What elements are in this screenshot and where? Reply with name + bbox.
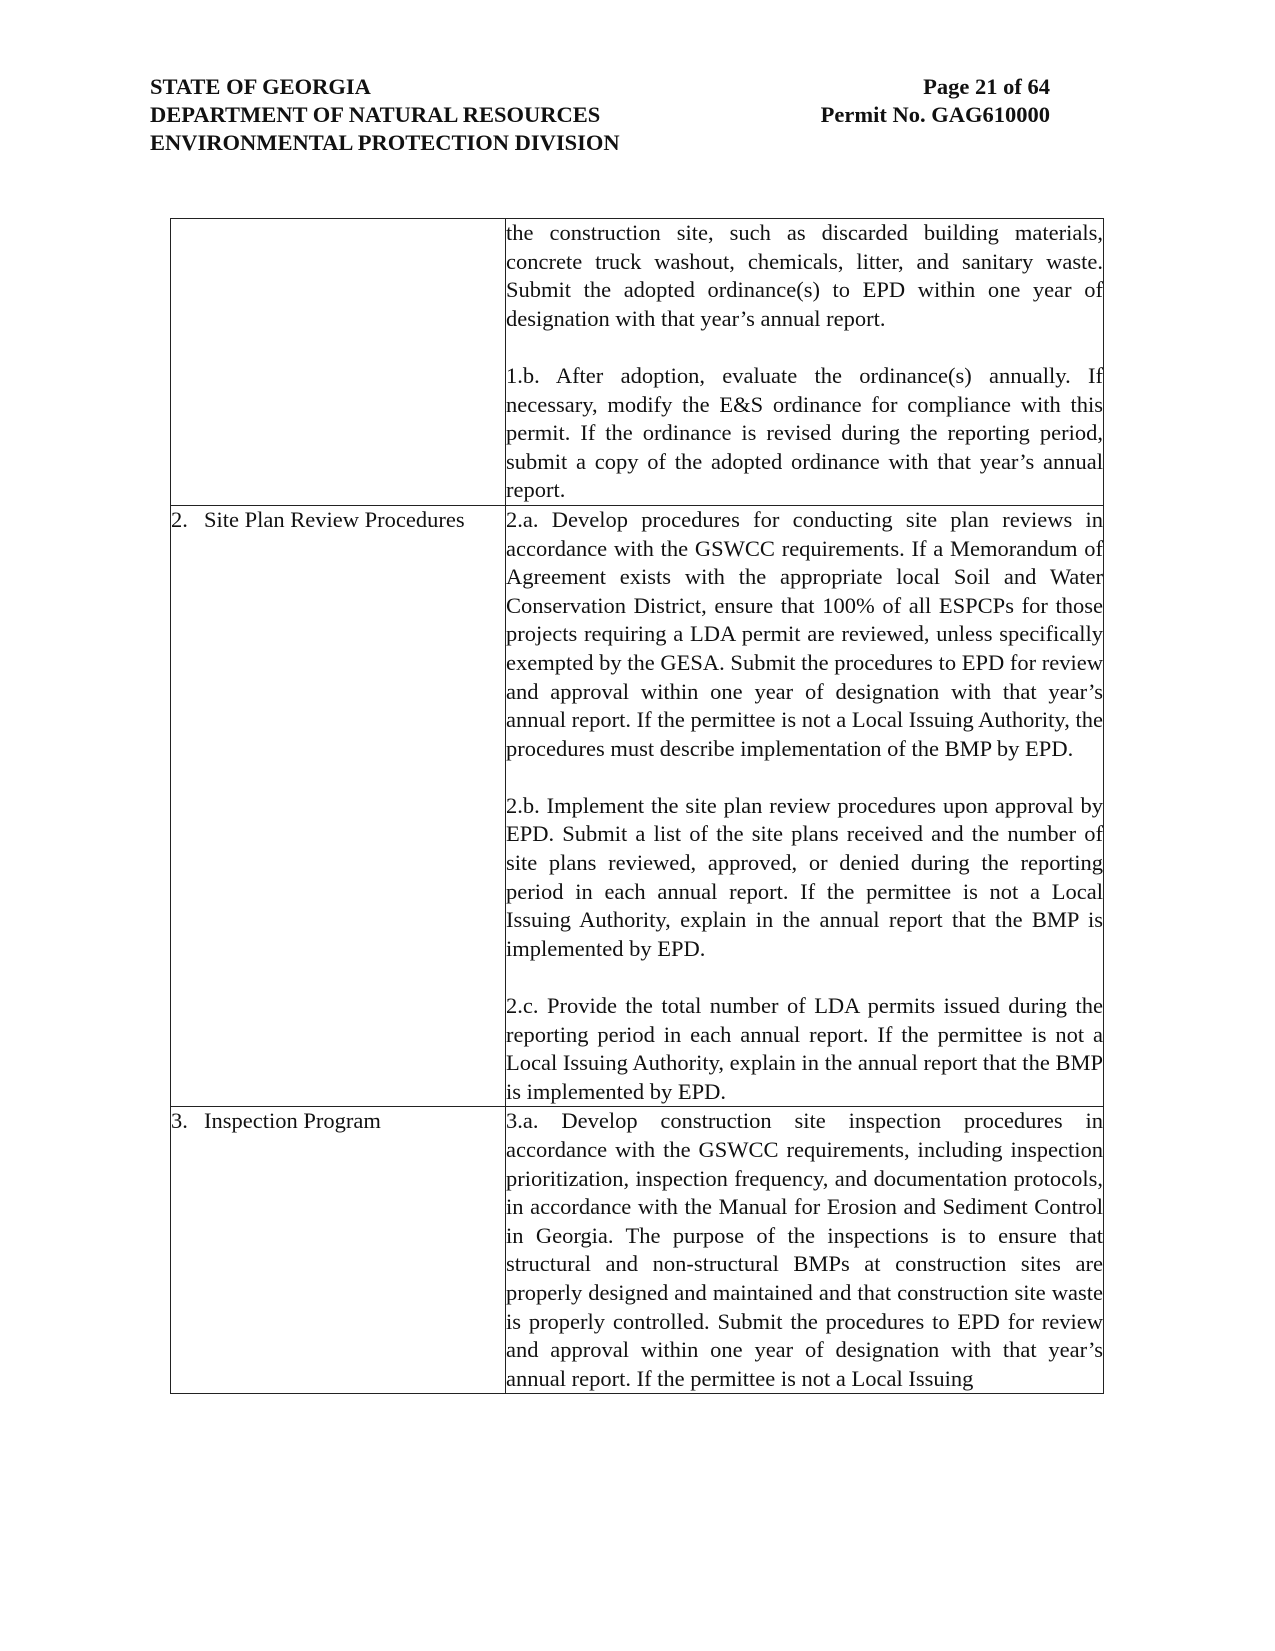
bmp-number: 3. <box>171 1108 188 1134</box>
table-row <box>171 505 1104 1106</box>
description-paragraph: 3.a. Develop construction site inspection procedures in accordance with the GSWCC requirements, including inspection prioritization, inspection frequency, and documentation protocols, in accordance with the Manual for Erosion and Sediment Control in Georgia. The purpose of the inspections is to ensure that structural and non-structural BMPs at construction sites are properly designed and maintained and that construction site waste is properly controlled. Submit the procedures to EPD for review and approval within one year of designation with that year’s annual report. If the permittee is not a Local Issuing <box>506 1108 1103 1391</box>
bmp-description-cell <box>506 1107 1104 1394</box>
department-name: DEPARTMENT OF NATURAL RESOURCES <box>150 102 601 127</box>
bmp-description-cell <box>506 219 1104 506</box>
description-paragraph: 2.c. Provide the total number of LDA permits issued during the reporting period in each annual report. If the permittee is not a Local Issuing Authority, explain in the annual report that the BMP is implemented by EPD. <box>506 993 1103 1104</box>
description-paragraph: the construction site, such as discarded building materials, concrete truck washout, chemicals, litter, and sanitary waste. Submit the adopted ordinance(s) to EPD within one year of designation with that year’s annual report. <box>506 220 1103 331</box>
permit-number: Permit No. GAG610000 <box>820 102 1050 127</box>
bmp-description-cell <box>506 505 1104 1106</box>
description-paragraph: 2.b. Implement the site plan review procedures upon approval by EPD. Submit a list of the site plans received and the number of site plans reviewed, approved, or denied during the reporting period in each annual report. If the permittee is not a Local Issuing Authority, explain in the annual report that the BMP is implemented by EPD. <box>506 792 1103 961</box>
bmp-number: 2. <box>171 506 188 532</box>
description-paragraph: 1.b. After adoption, evaluate the ordinance(s) annually. If necessary, modify the E&S ordinance for compliance with this permit. If the ordinance is revised during the reporting period, submit a copy of the adopted ordinance with that year’s annual report. <box>506 362 1103 503</box>
page-header <box>150 73 1050 157</box>
bmp-label-cell <box>171 505 506 1106</box>
table-row <box>171 219 1104 506</box>
header-row-1 <box>150 73 1050 101</box>
bmp-label-cell <box>171 1107 506 1394</box>
bmp-name: Site Plan Review Procedures <box>204 506 465 532</box>
bmp-table <box>170 218 1104 1394</box>
bmp-label-cell <box>171 219 506 506</box>
description-paragraph: 2.a. Develop procedures for conducting site plan reviews in accordance with the GSWCC requirements. If a Memorandum of Agreement exists with the appropriate local Soil and Water Conservation District, ensure that 100% of all ESPCPs for those projects requiring a LDA permit are reviewed, unless specifically exempted by the GESA. Submit the procedures to EPD for review and approval within one year of designation with that year’s annual report. If the permittee is not a Local Issuing Authority, the procedures must describe implementation of the BMP by EPD. <box>506 506 1103 761</box>
bmp-name: Inspection Program <box>204 1108 381 1134</box>
header-row-2 <box>150 101 1050 129</box>
division-name: ENVIRONMENTAL PROTECTION DIVISION <box>150 130 620 155</box>
header-row-3 <box>150 129 1050 157</box>
table-row <box>171 1107 1104 1394</box>
page-number: Page 21 of 64 <box>923 74 1050 99</box>
state-name: STATE OF GEORGIA <box>150 74 371 99</box>
